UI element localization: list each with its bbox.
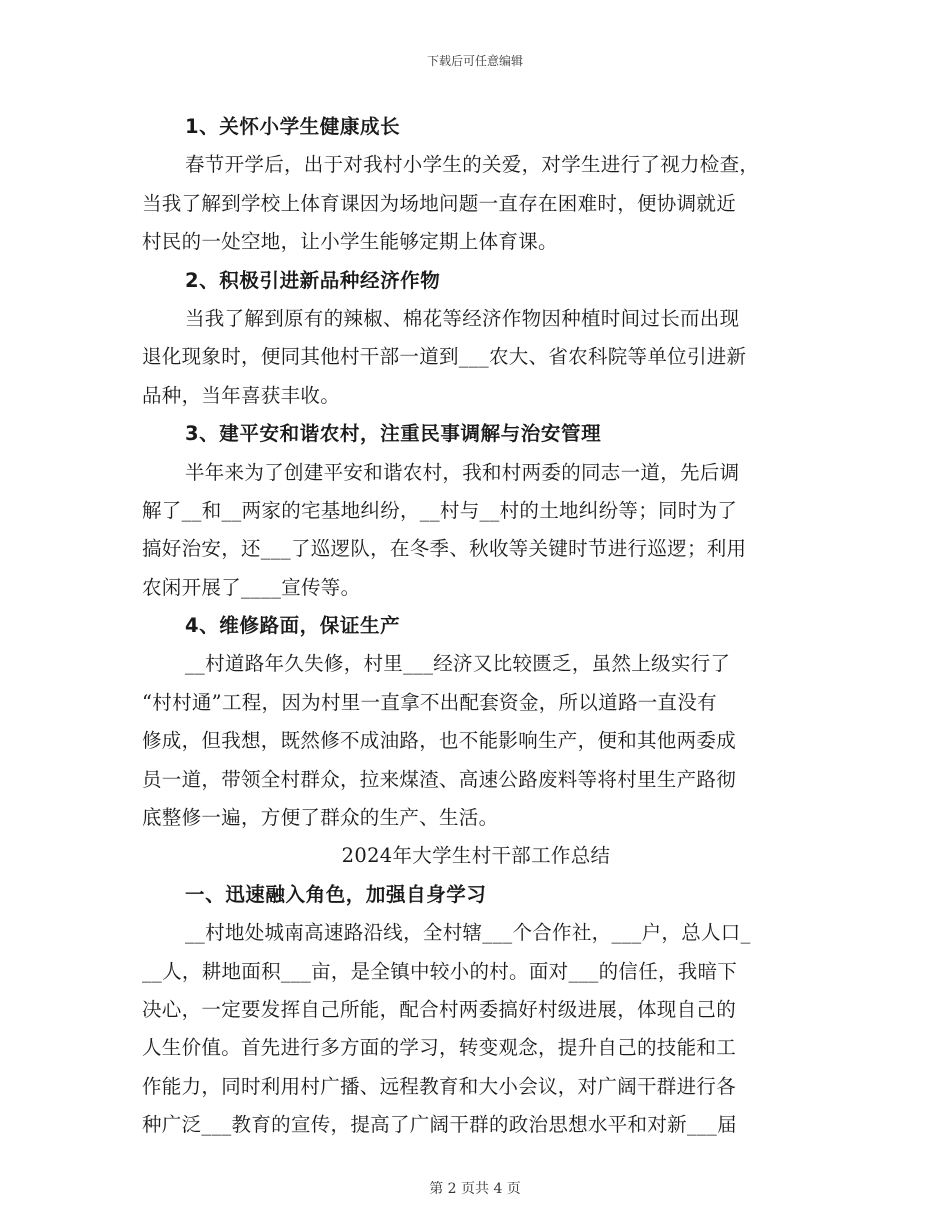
paragraph-line: 退化现象时，便同其他村干部一道到___农大、省农科院等单位引进新 [142, 345, 747, 369]
paragraph-line: “村村通”工程，因为村里一直拿不出配套资金，所以道路一直没有 [142, 690, 717, 714]
paragraph-line: 搞好治安，还___了巡逻队，在冬季、秋收等关键时节进行巡逻；利用 [142, 537, 747, 561]
paragraph-line: 人生价值。首先进行多方面的学习，转变观念，提升自己的技能和工 [142, 1036, 737, 1060]
section-heading: 3、建平安和谐农村，注重民事调解与治安管理 [185, 422, 602, 446]
section-heading: 一、迅速融入角色，加强自身学习 [185, 882, 487, 906]
paragraph-line: 种广泛___教育的宣传，提高了广阔干群的政治思想水平和对新___届 [142, 1113, 737, 1137]
paragraph-line: 农闲开展了____宣传等。 [142, 575, 361, 599]
paragraph-line: 修成，但我想，既然修不成油路，也不能影响生产，便和其他两委成 [142, 729, 737, 753]
paragraph-line: 解了__和__两家的宅基地纠纷，__村与__村的土地纠纷等；同时为了 [142, 498, 738, 522]
document-body [142, 108, 810, 1145]
document-title: 2024年大学生村干部工作总结 [341, 844, 611, 868]
paragraph-line: 作能力，同时利用村广播、远程教育和大小会议，对广阔干群进行各 [142, 1074, 737, 1098]
paragraph-line: 员一道，带领全村群众，拉来煤渣、高速公路废料等将村里生产路彻 [142, 767, 737, 791]
paragraph-line: 春节开学后，出于对我村小学生的关爱，对学生进行了视力检查， [185, 153, 760, 177]
paragraph-line: 品种，当年喜获丰收。 [142, 383, 341, 407]
paragraph-line: 底整修一遍，方便了群众的生产、生活。 [142, 806, 499, 830]
section-heading: 2、积极引进新品种经济作物 [185, 268, 441, 292]
section-heading: 4、维修路面，保证生产 [185, 614, 401, 638]
page-header: 下载后可任意编辑 [426, 54, 523, 68]
paragraph-line: 村民的一处空地，让小学生能够定期上体育课。 [142, 230, 558, 254]
page-footer: 第 2 页共 4 页 [429, 1181, 521, 1197]
paragraph-line: 决心，一定要发挥自己所能，配合村两委搞好村级进展，体现自己的 [142, 997, 737, 1021]
section-heading: 1、关怀小学生健康成长 [185, 115, 401, 138]
paragraph-line: 半年来为了创建平安和谐农村，我和村两委的同志一道，先后调 [185, 460, 740, 484]
paragraph-line: 当我了解到原有的辣椒、棉花等经济作物因种植时间过长而出现 [185, 306, 740, 330]
paragraph-line: 当我了解到学校上体育课因为场地问题一直存在困难时，便协调就近 [142, 191, 737, 215]
paragraph-line: __人，耕地面积___亩，是全镇中较小的村。面对___的信任，我暗下 [142, 959, 738, 983]
paragraph-line: __村地处城南高速路沿线，全村辖___个合作社，___户，总人口_ [185, 921, 751, 945]
paragraph-line: __村道路年久失修，村里___经济又比较匮乏，虽然上级实行了 [185, 652, 731, 676]
